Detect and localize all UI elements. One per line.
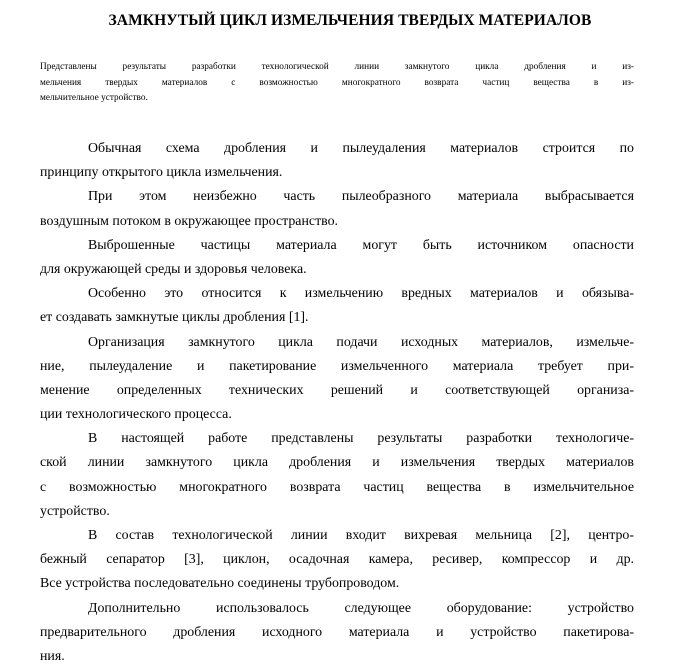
paragraph — [40, 597, 634, 669]
text-line: бежный сепаратор [3], циклон, осадочная камера, ресивер, компрессор и др. — [40, 552, 634, 568]
text-line: ет создавать замкнутые циклы дробления [1]. — [40, 310, 309, 326]
text-line: ской линии замкнутого цикла дробления и измельчения твердых материалов — [40, 455, 634, 471]
abstract-line: Представлены результаты разработки технологической линии замкнутого цикла дробления и из- — [40, 62, 634, 72]
text-line: менение определенных технических решений и соответствующей организа- — [40, 382, 634, 398]
text-line: Особенно это относится к измельчению вредных материалов и обязыва- — [88, 286, 634, 302]
text-line: для окружающей среды и здоровья человека. — [40, 261, 307, 277]
text-line: воздушным потоком в окружающее пространство. — [40, 213, 339, 229]
text-line: принципу открытого цикла измельчения. — [40, 165, 283, 181]
text-line: устройство. — [40, 503, 110, 519]
abstract-line: мельчения твердых материалов с возможностью многократного возврата частиц вещества в из- — [40, 77, 634, 88]
paragraph — [40, 234, 634, 282]
text-line: В настоящей работе представлены результаты разработки технологиче- — [88, 431, 634, 447]
paragraph — [40, 331, 634, 428]
text-line: предварительного дробления исходного материала и устройство пакетирова- — [40, 624, 634, 640]
text-line: Дополнительно использовалось следующее оборудование: устройство — [88, 600, 634, 616]
text-line: ции технологического процесса. — [40, 407, 232, 423]
paragraph — [40, 427, 634, 524]
abstract-line: мельчительное устройство. — [40, 93, 148, 103]
text-line: Организация замкнутого цикла подачи исходных материалов, измельче- — [88, 334, 634, 350]
text-line: Все устройства последовательно соединены трубопроводом. — [40, 576, 400, 592]
abstract — [40, 60, 634, 107]
paragraph — [40, 185, 634, 233]
body-text — [40, 137, 634, 669]
document-title: ЗАМКНУТЫЙ ЦИКЛ ИЗМЕЛЬЧЕНИЯ ТВЕРДЫХ МАТЕРИАЛОВ — [108, 12, 592, 29]
paragraph — [40, 524, 634, 597]
text-line: с возможностью многократного возврата частиц вещества в измельчительное — [40, 479, 634, 495]
text-line: ние, пылеудаление и пакетирование измельченного материала требует при- — [40, 358, 634, 374]
paragraph — [40, 137, 634, 185]
text-line: В состав технологической линии входит вихревая мельница [2], центро- — [88, 528, 634, 543]
text-line: Обычная схема дробления и пылеудаления материалов строится по — [88, 141, 634, 156]
text-line: При этом неизбежно часть пылеобразного материала выбрасывается — [88, 189, 634, 205]
text-line: Выброшенные частицы материала могут быть источником опасности — [88, 237, 634, 253]
paragraph — [40, 282, 634, 330]
text-line: ния. — [40, 648, 65, 664]
